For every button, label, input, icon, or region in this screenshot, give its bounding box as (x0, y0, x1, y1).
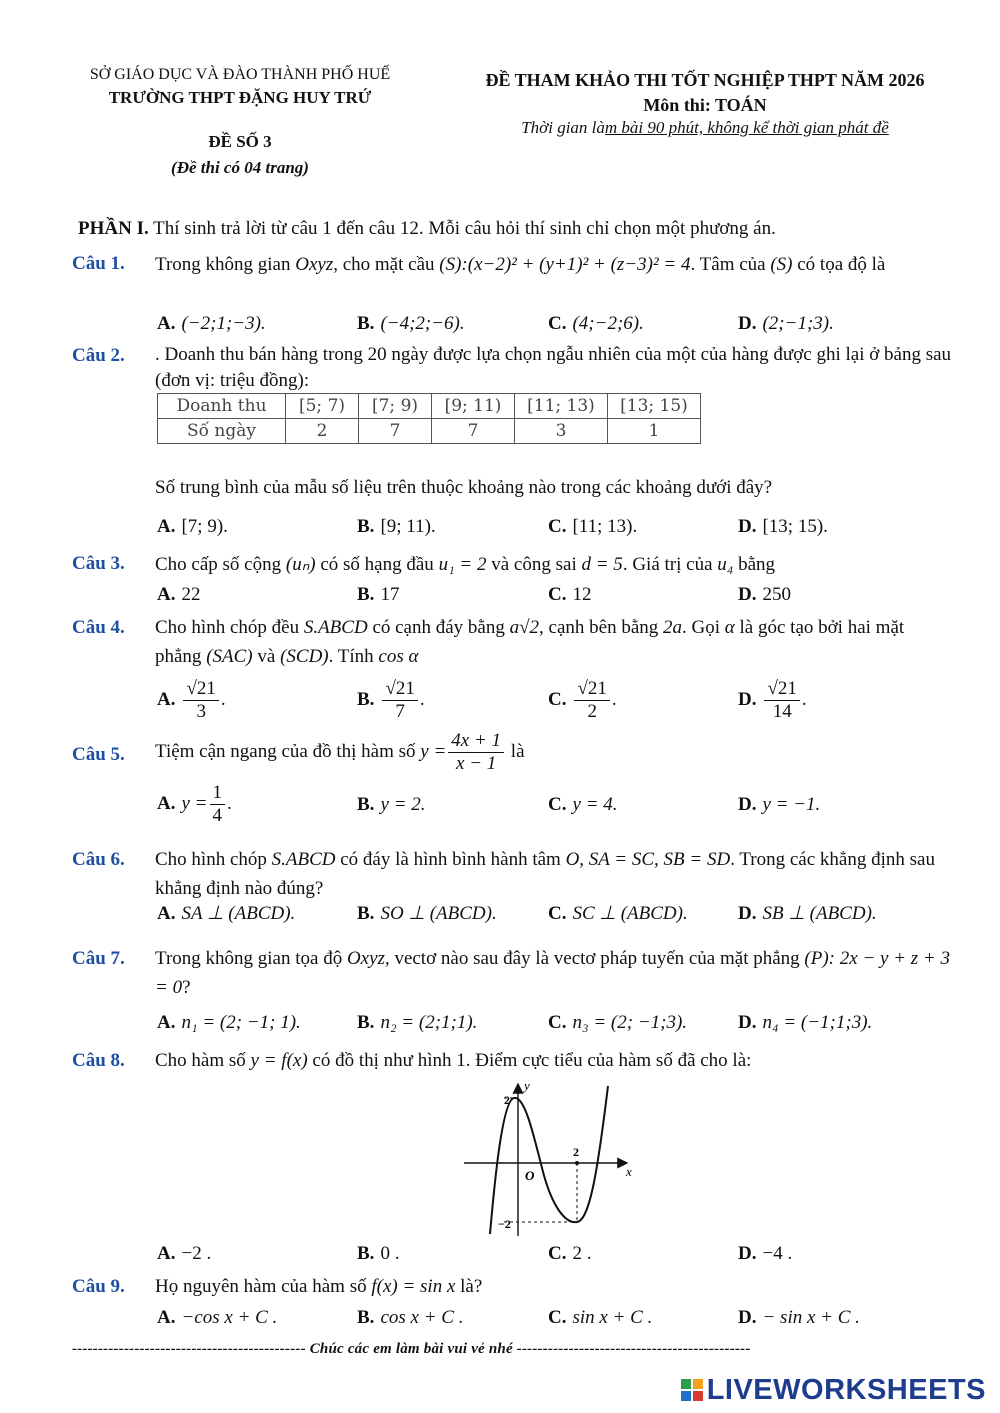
q3-t8: u₄ (717, 554, 734, 575)
q3-t7: . Giá trị của (622, 554, 718, 575)
q3-t2: (uₙ) (285, 554, 316, 575)
q1-label: Câu 1. (72, 253, 125, 274)
q8-b: 0 . (380, 1243, 400, 1264)
q1-t3: , cho mặt cầu (333, 254, 440, 275)
q7-a: n₁ = (2; −1; 1). (181, 1012, 301, 1033)
q3-option-c[interactable]: C. 12 (548, 584, 592, 605)
q5-t2: là (506, 740, 525, 762)
q4-a-num: √21 (183, 678, 218, 701)
q8-t1: Cho hàm số (155, 1050, 251, 1071)
q7-t3: vectơ nào sau đây là vectơ pháp tuyến của mặt phẳng (389, 948, 805, 969)
q7-t2: Oxyz, (346, 948, 390, 969)
q6-option-d[interactable]: D. SB ⊥ (ABCD). (738, 903, 877, 924)
q4-d-frac (764, 678, 799, 723)
part-heading (78, 218, 776, 240)
q6-t7: . Trong các khẳng định sau khẳng định nào đúng? (155, 849, 935, 899)
table-cell-v4: 3 (515, 419, 608, 444)
q4-t9: là góc tạo bởi hai mặt phẳng (155, 617, 905, 667)
q5-t1: Tiệm cận ngang của đồ thị hàm số (155, 740, 421, 762)
q9-d: − sin x + C . (762, 1307, 860, 1328)
q4-option-d[interactable]: D. $\frac{√21}{14}$ . (738, 678, 807, 722)
q5-a-y: y = (181, 792, 208, 814)
q1-t6: có tọa độ là (792, 254, 886, 275)
q2-b: [9; 11). (380, 516, 436, 537)
brand-text: LIVEWORKSHEETS (706, 1374, 986, 1406)
cubic-curve (490, 1086, 608, 1234)
q9-t1: Họ nguyên hàm của hàm số (155, 1276, 372, 1297)
q6-d: SB ⊥ (ABCD). (762, 903, 877, 924)
q4-option-c[interactable]: C. $\frac{√21}{2}$ . (548, 678, 617, 722)
q6-t1: Cho hình chóp (155, 849, 272, 870)
q4-t1: Cho hình chóp đều (155, 617, 304, 638)
exam-title: ĐỀ THAM KHẢO THI TỐT NGHIỆP THPT NĂM 2026 (485, 70, 925, 90)
q4-option-a[interactable]: A. $\frac{√21}{3}$ . (157, 678, 226, 722)
q4-t12: (SCD) (280, 646, 329, 667)
q3-t6: d = 5 (581, 554, 623, 575)
q4-t10: (SAC) (206, 646, 253, 667)
school-name: TRƯỜNG THPT ĐẶNG HUY TRỨ (108, 88, 372, 107)
q7-option-c[interactable]: C. n₃ = (2; −1;3). (548, 1012, 688, 1033)
q4-option-b[interactable]: B. $\frac{√21}{7}$ . (357, 678, 425, 722)
q4-b-frac (382, 678, 417, 723)
q2-text: . Doanh thu bán hàng trong 20 ngày được lựa chọn ngẫu nhiên của một của hàng được ghi lại ở bảng sau (đơn vị: triệu đồng): (155, 344, 952, 391)
tick-x: 2 (573, 1145, 579, 1159)
q3-t4: u₁ = 2 (438, 554, 487, 575)
q5-y: y = (420, 740, 447, 762)
time-note (440, 118, 970, 138)
q3-text (155, 550, 955, 579)
q4-label: Câu 4. (72, 617, 125, 638)
q3-a: 22 (181, 584, 201, 605)
table-cell-v1: 2 (286, 419, 359, 444)
q5-option-d[interactable]: D. y = −1. (738, 794, 821, 815)
q4-t7: . Gọi (682, 617, 725, 638)
table-header-c1: [5; 7) (286, 394, 359, 419)
q8-c: 2 . (572, 1243, 592, 1264)
q8-t2: y = f(x) (250, 1050, 308, 1071)
table-header-c3: [9; 11) (432, 394, 515, 419)
q2-option-c[interactable]: C. [11; 13). (548, 516, 638, 537)
q2-option-a[interactable]: A. [7; 9). (157, 516, 228, 537)
q9-b: cos x + C . (380, 1307, 464, 1328)
q5-option-b[interactable]: B. y = 2. (357, 794, 426, 815)
q4-t14: cos α (378, 646, 419, 667)
q7-d: n₄ = (−1;1;3). (762, 1012, 873, 1033)
q8-option-d[interactable]: D. −4 . (738, 1243, 793, 1264)
table-header-revenue: Doanh thu (158, 394, 286, 419)
q6-text (155, 845, 955, 903)
q2-question: Số trung bình của mẫu số liệu trên thuộc khoảng nào trong các khoảng dưới đây? (155, 477, 773, 498)
q1-option-a[interactable]: A. (−2;1;−3). (157, 313, 266, 334)
q1-text (155, 250, 955, 279)
q3-c: 12 (572, 584, 592, 605)
header-right (440, 70, 970, 138)
q5-a-den: 4 (212, 805, 222, 826)
q5-option-c[interactable]: C. y = 4. (548, 794, 618, 815)
q6-t6: SA = SC, SB = SD (588, 849, 731, 870)
q1-c: (4;−2;6). (572, 313, 644, 334)
q3-d: 250 (762, 584, 791, 605)
q9-t2: f(x) = sin x (371, 1276, 456, 1297)
q6-label: Câu 6. (72, 849, 125, 870)
table-cell-v5: 1 (608, 419, 701, 444)
q3-t9: bằng (733, 554, 776, 575)
footer-message: --------------------------------------------- Chúc các em làm bài vui vẻ nhé --------------------------------------------- (72, 1341, 751, 1357)
exam-number: ĐỀ SỐ 3 (208, 132, 272, 151)
q6-c: SC ⊥ (ABCD). (572, 903, 688, 924)
q7-option-a[interactable]: A. n₁ = (2; −1; 1). (157, 1012, 301, 1033)
q5-fraction (448, 730, 504, 775)
q7-b: n₂ = (2;1;1). (380, 1012, 478, 1033)
q9-a: −cos x + C . (181, 1307, 278, 1328)
q6-option-c[interactable]: C. SC ⊥ (ABCD). (548, 903, 688, 924)
q8-label: Câu 8. (72, 1050, 125, 1071)
q6-option-a[interactable]: A. SA ⊥ (ABCD). (157, 903, 296, 924)
table-header-c5: [13; 15) (608, 394, 701, 419)
table-cell-v2: 7 (359, 419, 432, 444)
q9-option-d[interactable]: D. − sin x + C . (738, 1307, 860, 1328)
q4-t5: , cạnh bên bằng (539, 617, 664, 638)
part-text: Thí sinh trả lời từ câu 1 đến câu 12. Mỗi câu hỏi thí sinh chỉ chọn một phương án. (148, 218, 776, 239)
q1-option-d[interactable]: D. (2;−1;3). (738, 313, 834, 334)
tick-y-top: 2 (504, 1093, 510, 1107)
q5-a-frac (210, 782, 226, 827)
q5-b: y = 2. (380, 794, 426, 815)
q8-option-b[interactable]: B. 0 . (357, 1243, 400, 1264)
q2-table (157, 393, 701, 444)
q4-b-den: 7 (395, 701, 405, 722)
q3-label: Câu 3. (72, 553, 125, 574)
q3-option-b[interactable]: B. 17 (357, 584, 400, 605)
q8-d: −4 . (762, 1243, 793, 1264)
q4-t4: a√2 (509, 617, 540, 638)
q5-den: x − 1 (456, 753, 497, 774)
origin-label: O (525, 1168, 535, 1183)
q4-t6: 2a (663, 617, 683, 638)
q6-t3: có đáy là hình bình hành tâm (335, 849, 566, 870)
q1-equation: (S):(x−2)² + (y+1)² + (z−3)² = 4 (439, 254, 691, 275)
q9-c: sin x + C . (572, 1307, 653, 1328)
q2-c: [11; 13). (572, 516, 638, 537)
q2-a: [7; 9). (181, 516, 228, 537)
page-count: (Đề thi có 04 trang) (171, 158, 309, 177)
q3-option-a[interactable]: A. 22 (157, 584, 201, 605)
q1-d: (2;−1;3). (762, 313, 834, 334)
header-left (40, 66, 440, 178)
q4-d-den: 14 (772, 701, 792, 722)
q8-option-c[interactable]: C. 2 . (548, 1243, 592, 1264)
q7-t4: (P): 2x − y + z + 3 = 0 (155, 948, 950, 998)
q5-num: 4x + 1 (448, 730, 504, 753)
x-axis-label: x (626, 1164, 632, 1179)
q5-option-a[interactable]: A. y = $\frac{1}{4}$ . (157, 782, 232, 826)
q7-t1: Trong không gian tọa độ (155, 948, 347, 969)
q4-t2: S.ABCD (303, 617, 368, 638)
part-title: PHẦN I. (78, 218, 149, 239)
subject: Môn thi: TOÁN (643, 95, 767, 115)
q1-b: (−4;2;−6). (380, 313, 465, 334)
q1-t2: Oxyz (295, 254, 334, 275)
q5-label: Câu 5. (72, 744, 125, 765)
dept-name: SỞ GIÁO DỤC VÀ ĐÀO THÀNH PHỐ HUẾ (89, 66, 391, 83)
q6-t5: , (579, 849, 589, 870)
q4-a-frac (183, 678, 218, 723)
q9-option-c[interactable]: C. sin x + C . (548, 1307, 653, 1328)
q1-option-b[interactable]: B. (−4;2;−6). (357, 313, 465, 334)
q3-t3: có số hạng đầu (315, 554, 439, 575)
q1-t1: Trong không gian (155, 254, 296, 275)
q7-t5: ? (182, 977, 191, 998)
q4-b-num: √21 (382, 678, 417, 701)
q3-t5: và công sai (486, 554, 582, 575)
q4-t11: và (252, 646, 281, 667)
q9-option-a[interactable]: A. −cos x + C . (157, 1307, 278, 1328)
liveworksheets-brand[interactable] (681, 1374, 986, 1407)
q5-c: y = 4. (572, 794, 618, 815)
q3-t1: Cho cấp số cộng (155, 554, 286, 575)
q4-t8: α (724, 617, 735, 638)
q5-text (155, 730, 955, 775)
q4-t3: có cạnh đáy bằng (367, 617, 510, 638)
tick-y-bottom: −2 (498, 1217, 511, 1231)
q9-label: Câu 9. (72, 1276, 125, 1297)
q6-a: SA ⊥ (ABCD). (181, 903, 296, 924)
q9-text (155, 1272, 955, 1301)
time-note-a: Thời gian là (521, 118, 605, 137)
q8-option-a[interactable]: A. −2 . (157, 1243, 212, 1264)
q6-t2: S.ABCD (271, 849, 336, 870)
q1-t4: . Tâm của (690, 254, 771, 275)
time-note-b: m bài 90 phút, không kể thời gian phát đề (604, 118, 889, 137)
q5-a-num: 1 (210, 782, 226, 805)
q5-d: y = −1. (762, 794, 821, 815)
q6-option-b[interactable]: B. SO ⊥ (ABCD). (357, 903, 497, 924)
q4-a-den: 3 (196, 701, 206, 722)
q4-d-num: √21 (764, 678, 799, 701)
table-header-c4: [11; 13) (515, 394, 608, 419)
q8-t3: có đồ thị như hình 1. Điểm cực tiểu của hàm số đã cho là: (307, 1050, 752, 1071)
q4-c-frac (574, 678, 609, 723)
q6-t4: O (565, 849, 580, 870)
q7-option-b[interactable]: B. n₂ = (2;1;1). (357, 1012, 478, 1033)
table-header-c2: [7; 9) (359, 394, 432, 419)
q7-option-d[interactable]: D. n₄ = (−1;1;3). (738, 1012, 873, 1033)
q1-option-c[interactable]: C. (4;−2;6). (548, 313, 644, 334)
table-cell-v3: 7 (432, 419, 515, 444)
q1-a: (−2;1;−3). (181, 313, 266, 334)
q4-t13: . Tính (328, 646, 379, 667)
q7-text (155, 944, 955, 1002)
table-row-days-label: Số ngày (158, 419, 286, 444)
q2-option-d[interactable]: D. [13; 15). (738, 516, 828, 537)
tick-point-x (575, 1161, 579, 1165)
q4-c-den: 2 (587, 701, 597, 722)
q8-a: −2 . (181, 1243, 212, 1264)
q1-t5: (S) (770, 254, 793, 275)
q3-option-d[interactable]: D. 250 (738, 584, 791, 605)
q6-b: SO ⊥ (ABCD). (380, 903, 497, 924)
liveworksheets-logo-icon (681, 1379, 703, 1401)
q2-option-b[interactable]: B. [9; 11). (357, 516, 436, 537)
q4-text (155, 613, 955, 671)
q7-c: n₃ = (2; −1;3). (572, 1012, 688, 1033)
q2-d: [13; 15). (762, 516, 828, 537)
q7-label: Câu 7. (72, 948, 125, 969)
q2-label: Câu 2. (72, 345, 125, 366)
function-graph (462, 1078, 642, 1238)
y-axis-label: y (524, 1078, 530, 1093)
q9-t3: là? (455, 1276, 483, 1297)
q8-text (155, 1046, 955, 1075)
q4-c-num: √21 (574, 678, 609, 701)
q3-b: 17 (380, 584, 400, 605)
q9-option-b[interactable]: B. cos x + C . (357, 1307, 464, 1328)
